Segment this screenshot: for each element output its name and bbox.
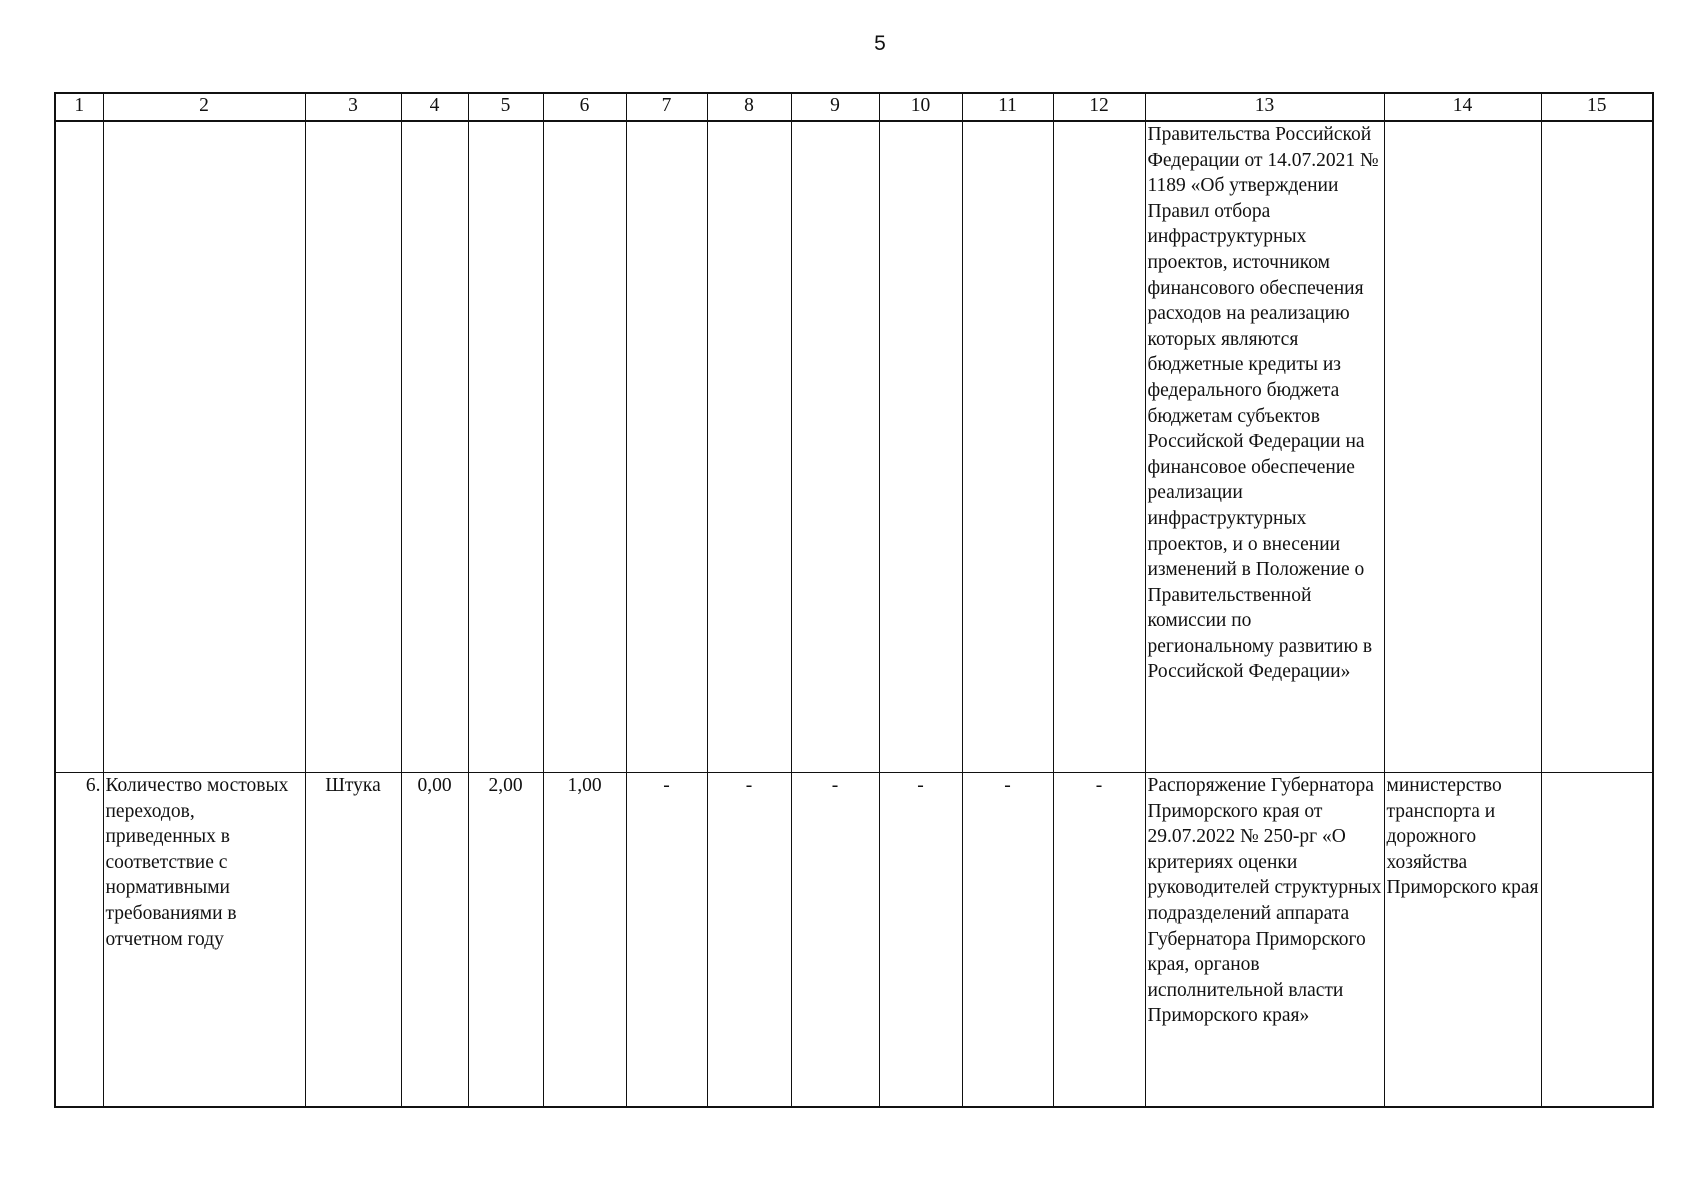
header-cell: 11: [962, 93, 1053, 121]
table-cell: [401, 121, 468, 773]
header-cell: 6: [543, 93, 626, 121]
value-cell: -: [707, 773, 791, 1108]
header-cell: 15: [1541, 93, 1653, 121]
table-cell: [468, 121, 543, 773]
table-cell: [962, 121, 1053, 773]
header-cell: 10: [879, 93, 962, 121]
header-cell: 13: [1145, 93, 1384, 121]
table-cell: [707, 121, 791, 773]
table-row: [55, 121, 1653, 773]
row-number: 6.: [55, 773, 103, 1108]
header-cell: 5: [468, 93, 543, 121]
value-cell: 2,00: [468, 773, 543, 1108]
table-cell: [543, 121, 626, 773]
legal-basis-cell: Распоряжение Губернатора Приморского края от 29.07.2022 № 250-рг «О критериях оценки руководителей структурных подразделений аппарата Губернатора Приморского края, органов исполнительной власти Приморского края»: [1145, 773, 1384, 1108]
header-cell: 2: [103, 93, 305, 121]
header-cell: 7: [626, 93, 707, 121]
table-cell: [1053, 121, 1145, 773]
header-cell: 14: [1384, 93, 1541, 121]
indicators-table: [54, 92, 1654, 1108]
table-cell: [1384, 121, 1541, 773]
table-cell: [1541, 773, 1653, 1108]
table-cell: [1541, 121, 1653, 773]
header-cell: 3: [305, 93, 401, 121]
table-cell: [103, 121, 305, 773]
value-cell: 1,00: [543, 773, 626, 1108]
table-cell: [305, 121, 401, 773]
header-cell: 4: [401, 93, 468, 121]
table-cell: [626, 121, 707, 773]
unit-cell: Штука: [305, 773, 401, 1108]
value-cell: -: [626, 773, 707, 1108]
header-cell: 12: [1053, 93, 1145, 121]
value-cell: -: [1053, 773, 1145, 1108]
header-cell: 9: [791, 93, 879, 121]
table-cell: [879, 121, 962, 773]
page-number: 5: [874, 32, 886, 55]
value-cell: 0,00: [401, 773, 468, 1108]
value-cell: -: [962, 773, 1053, 1108]
value-cell: -: [791, 773, 879, 1108]
header-cell: 8: [707, 93, 791, 121]
table-cell: [791, 121, 879, 773]
value-cell: -: [879, 773, 962, 1108]
table-row: [55, 773, 1653, 1108]
header-row: [55, 93, 1653, 121]
table-cell: [55, 121, 103, 773]
legal-basis-cell: Правительства Российской Федерации от 14.07.2021 № 1189 «Об утверждении Правил отбора инфраструктурных проектов, источником финансового обеспечения расходов на реализацию которых являются бюджетные кредиты из федерального бюджета бюджетам субъектов Российской Федерации на финансовое обеспечение реализации инфраструктурных проектов, и о внесении изменений в Положение о Правительственной комиссии по региональному развитию в Российской Федерации»: [1145, 121, 1384, 773]
responsible-authority-cell: министерство транспорта и дорожного хозяйства Приморского края: [1384, 773, 1541, 1108]
indicator-name: Количество мостовых переходов, приведенных в соответствие с нормативными требованиями в отчетном году: [103, 773, 305, 1108]
header-cell: 1: [55, 93, 103, 121]
